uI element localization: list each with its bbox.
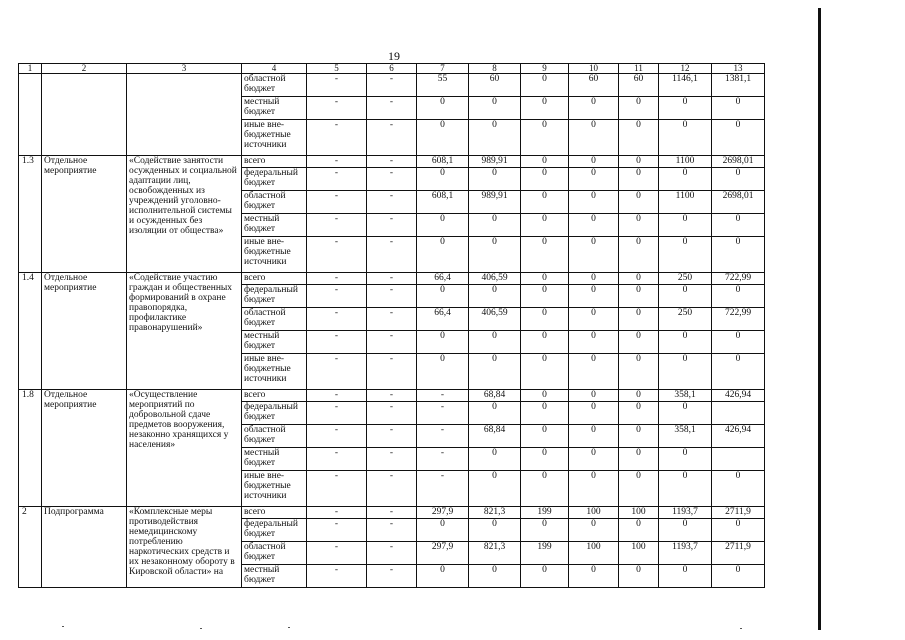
value-cell: - [367,237,417,273]
value-cell: 0 [417,565,469,588]
value-cell: - [307,156,367,168]
value-cell: - [307,565,367,588]
funding-source-cell: иные вне-бюджетные источники [242,354,307,390]
column-number-header: 11 [619,64,659,74]
value-cell: 0 [619,331,659,354]
value-cell: 0 [659,448,712,471]
funding-source-cell: местный бюджет [242,448,307,471]
funding-source-cell: федеральный бюджет [242,168,307,191]
funding-source-cell: иные вне-бюджетные источники [242,120,307,156]
value-cell: 0 [659,565,712,588]
value-cell: 297,9 [417,542,469,565]
value-cell: 0 [521,308,569,331]
value-cell: 0 [417,237,469,273]
funding-source-cell: областной бюджет [242,308,307,331]
value-cell: 0 [521,168,569,191]
value-cell: 0 [521,74,569,97]
funding-source-cell: местный бюджет [242,565,307,588]
value-cell: - [307,390,367,402]
value-cell: - [307,519,367,542]
value-cell: 60 [569,74,619,97]
value-cell: 989,91 [469,191,521,214]
funding-source-cell: всего [242,156,307,168]
item-number-cell: 1.4 [19,273,42,390]
value-cell: - [367,191,417,214]
item-name-cell: «Содействие занятости осужденных и социальной адаптации лиц, освобожденных из учреждений уголовно-исполнительной системы и осужденных без изоляции от общества» [127,156,242,273]
item-number-cell: 1.8 [19,390,42,507]
column-number-header: 4 [242,64,307,74]
value-cell: 1100 [659,156,712,168]
value-cell: - [367,471,417,507]
value-cell: - [367,74,417,97]
funding-source-cell: всего [242,273,307,285]
funding-source-cell: иные вне-бюджетные источники [242,237,307,273]
value-cell: - [307,471,367,507]
value-cell: - [307,402,367,425]
scan-speck [200,628,202,629]
value-cell: 0 [521,214,569,237]
value-cell: 0 [659,120,712,156]
value-cell: 0 [469,471,521,507]
value-cell: 0 [569,402,619,425]
value-cell: - [417,402,469,425]
column-number-header: 2 [42,64,127,74]
column-number-header: 5 [307,64,367,74]
value-cell: 0 [712,237,765,273]
value-cell: - [367,507,417,519]
funding-source-cell: областной бюджет [242,191,307,214]
item-name-cell: «Осуществление мероприятий по добровольной сдаче предметов вооружения, незаконно хранящихся у населения» [127,390,242,507]
value-cell: 0 [569,390,619,402]
funding-source-cell: всего [242,507,307,519]
value-cell: - [307,448,367,471]
value-cell: 0 [521,285,569,308]
item-name-cell [127,74,242,156]
value-cell: 0 [619,285,659,308]
item-type-cell: Подпрограмма [42,507,127,588]
value-cell: 297,9 [417,507,469,519]
value-cell: - [307,237,367,273]
value-cell: 0 [469,519,521,542]
value-cell: - [367,519,417,542]
value-cell: 0 [469,120,521,156]
value-cell: 0 [619,97,659,120]
value-cell: 0 [659,471,712,507]
funding-source-cell: местный бюджет [242,214,307,237]
value-cell: 0 [659,237,712,273]
value-cell: 821,3 [469,542,521,565]
value-cell: - [367,448,417,471]
budget-table [18,63,765,588]
value-cell: - [417,448,469,471]
funding-source-cell: местный бюджет [242,331,307,354]
value-cell: 0 [569,168,619,191]
value-cell: - [307,308,367,331]
item-type-cell: Отдельное мероприятие [42,390,127,507]
value-cell: - [307,168,367,191]
value-cell: 66,4 [417,273,469,285]
value-cell: - [367,120,417,156]
value-cell: 0 [521,191,569,214]
value-cell: 0 [619,565,659,588]
value-cell: 0 [417,168,469,191]
value-cell: 0 [569,191,619,214]
table-header-row [19,64,765,74]
value-cell: 0 [469,331,521,354]
value-cell: 100 [569,507,619,519]
value-cell: 0 [521,273,569,285]
value-cell: - [367,168,417,191]
value-cell: 0 [417,331,469,354]
value-cell: 0 [712,285,765,308]
value-cell: 0 [521,390,569,402]
value-cell: 0 [521,471,569,507]
value-cell: 0 [569,471,619,507]
value-cell: 0 [521,425,569,448]
value-cell: 0 [521,97,569,120]
value-cell: 406,59 [469,273,521,285]
value-cell: - [307,507,367,519]
value-cell: - [367,273,417,285]
value-cell [712,448,765,471]
value-cell: 821,3 [469,507,521,519]
value-cell: 0 [569,237,619,273]
value-cell: - [367,542,417,565]
item-name-cell: «Комплексные меры противодействия немедицинскому потреблению наркотических средств и их незаконному обороту в Кировской области» на [127,507,242,588]
value-cell: 0 [712,331,765,354]
value-cell: 0 [712,519,765,542]
value-cell: 0 [521,448,569,471]
value-cell: 0 [712,214,765,237]
value-cell: 0 [659,519,712,542]
value-cell: - [367,156,417,168]
value-cell: 0 [569,214,619,237]
funding-source-cell: федеральный бюджет [242,402,307,425]
table-row [19,390,765,402]
value-cell: - [367,308,417,331]
value-cell: - [307,120,367,156]
value-cell: - [307,425,367,448]
value-cell: 100 [619,542,659,565]
value-cell: 0 [469,214,521,237]
value-cell: 0 [569,565,619,588]
value-cell: 250 [659,273,712,285]
value-cell: 0 [521,120,569,156]
value-cell: - [417,425,469,448]
column-number-header: 8 [469,64,521,74]
value-cell: 0 [521,237,569,273]
value-cell: 60 [619,74,659,97]
table-row [19,74,765,97]
value-cell: 0 [619,273,659,285]
scan-edge-line [818,8,821,630]
value-cell: 0 [659,331,712,354]
value-cell: - [307,331,367,354]
value-cell: 0 [569,519,619,542]
value-cell: 0 [619,237,659,273]
value-cell: 0 [521,156,569,168]
value-cell: - [367,425,417,448]
value-cell: 0 [659,168,712,191]
value-cell: 2711,9 [712,507,765,519]
value-cell: 0 [521,331,569,354]
value-cell: 0 [619,390,659,402]
value-cell: 0 [659,214,712,237]
value-cell: 426,94 [712,390,765,402]
value-cell: 0 [712,168,765,191]
value-cell: 0 [521,519,569,542]
value-cell: 2698,01 [712,191,765,214]
value-cell: - [307,354,367,390]
value-cell: 0 [712,97,765,120]
item-number-cell: 1.3 [19,156,42,273]
value-cell: - [367,214,417,237]
page-number: 19 [388,49,400,63]
value-cell: - [307,97,367,120]
column-number-header: 3 [127,64,242,74]
funding-source-cell: областной бюджет [242,74,307,97]
value-cell: 0 [712,471,765,507]
value-cell: 0 [469,565,521,588]
value-cell: 2711,9 [712,542,765,565]
value-cell: 0 [659,97,712,120]
value-cell: 406,59 [469,308,521,331]
value-cell: 0 [569,285,619,308]
value-cell: - [367,565,417,588]
value-cell: 0 [619,519,659,542]
value-cell: 426,94 [712,425,765,448]
value-cell: 0 [569,97,619,120]
value-cell: - [307,273,367,285]
value-cell: 1193,7 [659,507,712,519]
value-cell: 0 [417,120,469,156]
value-cell: 0 [569,354,619,390]
value-cell: 358,1 [659,425,712,448]
value-cell: 0 [712,354,765,390]
value-cell: 199 [521,507,569,519]
value-cell: 66,4 [417,308,469,331]
value-cell: 0 [619,471,659,507]
table-row [19,273,765,285]
value-cell: - [307,214,367,237]
scan-speck [288,627,290,628]
column-number-header: 12 [659,64,712,74]
value-cell: 1100 [659,191,712,214]
funding-source-cell: местный бюджет [242,97,307,120]
value-cell: 0 [659,285,712,308]
value-cell: 0 [712,565,765,588]
value-cell: 0 [469,168,521,191]
value-cell: 199 [521,542,569,565]
value-cell: 1146,1 [659,74,712,97]
value-cell: 0 [521,354,569,390]
value-cell: 0 [619,214,659,237]
value-cell: 0 [521,565,569,588]
value-cell: - [307,285,367,308]
value-cell: - [367,97,417,120]
item-type-cell: Отдельное мероприятие [42,156,127,273]
value-cell: 0 [619,448,659,471]
value-cell: 0 [569,308,619,331]
value-cell: 608,1 [417,191,469,214]
value-cell: 0 [469,354,521,390]
value-cell: 68,84 [469,390,521,402]
column-number-header: 9 [521,64,569,74]
funding-source-cell: иные вне-бюджетные источники [242,471,307,507]
value-cell: 0 [417,285,469,308]
value-cell: 608,1 [417,156,469,168]
value-cell: 0 [569,448,619,471]
value-cell: 55 [417,74,469,97]
value-cell: - [307,74,367,97]
value-cell: 0 [469,97,521,120]
funding-source-cell: областной бюджет [242,425,307,448]
value-cell: 989,91 [469,156,521,168]
value-cell: 250 [659,308,712,331]
value-cell: 0 [619,120,659,156]
value-cell: 0 [569,156,619,168]
value-cell: - [367,390,417,402]
value-cell: 0 [712,120,765,156]
value-cell: 0 [469,402,521,425]
value-cell: 0 [417,519,469,542]
value-cell: 60 [469,74,521,97]
value-cell: 1193,7 [659,542,712,565]
column-number-header: 7 [417,64,469,74]
value-cell: 0 [659,354,712,390]
column-number-header: 13 [712,64,765,74]
item-type-cell [42,74,127,156]
value-cell: 722,99 [712,273,765,285]
value-cell: - [307,542,367,565]
scan-speck [740,628,742,629]
funding-source-cell: всего [242,390,307,402]
value-cell: - [367,331,417,354]
column-number-header: 6 [367,64,417,74]
value-cell: 0 [417,97,469,120]
value-cell: 0 [659,402,712,425]
value-cell: 358,1 [659,390,712,402]
value-cell: 0 [417,354,469,390]
value-cell: 722,99 [712,308,765,331]
value-cell: - [417,471,469,507]
funding-source-cell: федеральный бюджет [242,519,307,542]
value-cell: 0 [619,308,659,331]
value-cell: 1381,1 [712,74,765,97]
value-cell [712,402,765,425]
column-number-header: 10 [569,64,619,74]
value-cell: - [307,191,367,214]
value-cell: 0 [417,214,469,237]
table-row [19,507,765,519]
value-cell: 0 [619,402,659,425]
value-cell: 0 [619,156,659,168]
value-cell: - [367,402,417,425]
value-cell: 0 [619,168,659,191]
value-cell: 0 [619,354,659,390]
value-cell: 0 [469,285,521,308]
value-cell: 0 [619,191,659,214]
value-cell: 100 [569,542,619,565]
item-number-cell: 2 [19,507,42,588]
value-cell: 0 [469,448,521,471]
value-cell: - [417,390,469,402]
value-cell: 0 [569,273,619,285]
value-cell: - [367,354,417,390]
value-cell: 0 [469,237,521,273]
item-type-cell: Отдельное мероприятие [42,273,127,390]
scan-speck [62,626,64,627]
item-number-cell [19,74,42,156]
column-number-header: 1 [19,64,42,74]
value-cell: 0 [569,425,619,448]
value-cell: 0 [619,425,659,448]
value-cell: 0 [569,331,619,354]
table-row [19,156,765,168]
funding-source-cell: федеральный бюджет [242,285,307,308]
value-cell: 0 [521,402,569,425]
value-cell: - [367,285,417,308]
value-cell: 100 [619,507,659,519]
funding-source-cell: областной бюджет [242,542,307,565]
item-name-cell: «Содействие участию граждан и общественных формирований в охране правопорядка, профилактике правонарушений» [127,273,242,390]
value-cell: 2698,01 [712,156,765,168]
value-cell: 0 [569,120,619,156]
value-cell: 68,84 [469,425,521,448]
